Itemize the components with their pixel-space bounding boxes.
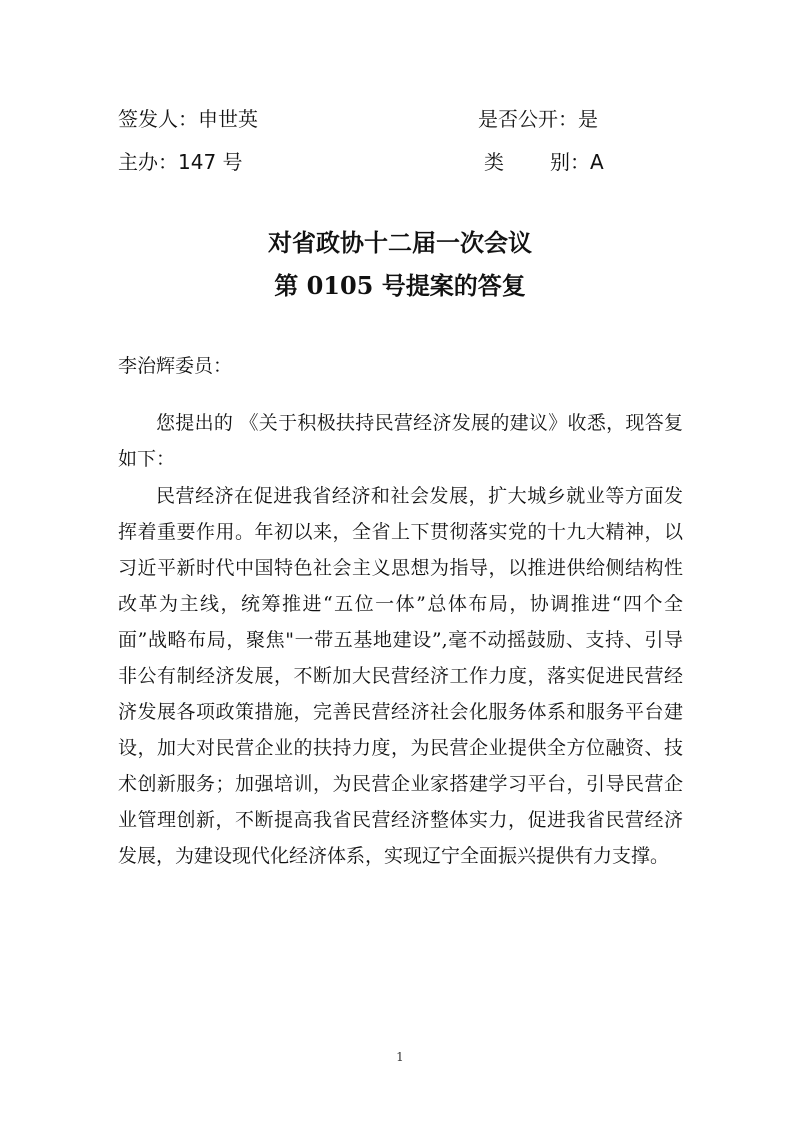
signer-label: 签发人： (118, 107, 198, 131)
host-field (118, 150, 243, 174)
salutation: 李治辉委员： (118, 355, 233, 377)
signer-field (118, 107, 258, 131)
public-value: 是 (578, 107, 598, 131)
category-label-first: 类 (484, 150, 504, 174)
category-field (484, 150, 604, 174)
public-field (478, 107, 598, 131)
host-value: 147 号 (178, 150, 243, 174)
document-title-line2: 第 0105 号提案的答复 (274, 271, 526, 300)
document-title-line1: 对省政协十二届一次会议 (268, 228, 532, 257)
signer-value: 申世英 (198, 107, 258, 131)
category-value: A (590, 150, 604, 174)
public-label: 是否公开： (478, 107, 578, 131)
page-number: 1 (396, 1050, 404, 1064)
category-label-second: 别： (550, 150, 590, 174)
host-label: 主办： (118, 150, 178, 174)
body-paragraph-1: 您提出的 《关于积极扶持民营经济发展的建议》收悉，现答复如下： (118, 412, 683, 470)
body-paragraph-2: 民营经济在促进我省经济和社会发展，扩大城乡就业等方面发挥着重要作用。年初以来，全省上下贯彻落实党的十九大精神，以习近平新时代中国特色社会主义思想为指导，以推进供给侧结构性改革为主线，统筹推进“五位一体”总体布局，协调推进“四个全面”战略布局，聚焦"一带五基地建设”,毫不动摇鼓励、支持、引导非公有制经济发展，不断加大民营经济工作力度，落实促进民营经济发展各项政策措施，完善民营经济社会化服务体系和服务平台建设，加大对民营企业的扶持力度，为民营企业提供全方位融资、技术创新服务；加强培训，为民营企业家搭建学习平台，引导民营企业管理创新，不断提高我省民营经济整体实力，促进我省民营经济发展，为建设现代化经济体系，实现辽宁全面振兴提供有力支撑。 (118, 485, 683, 867)
